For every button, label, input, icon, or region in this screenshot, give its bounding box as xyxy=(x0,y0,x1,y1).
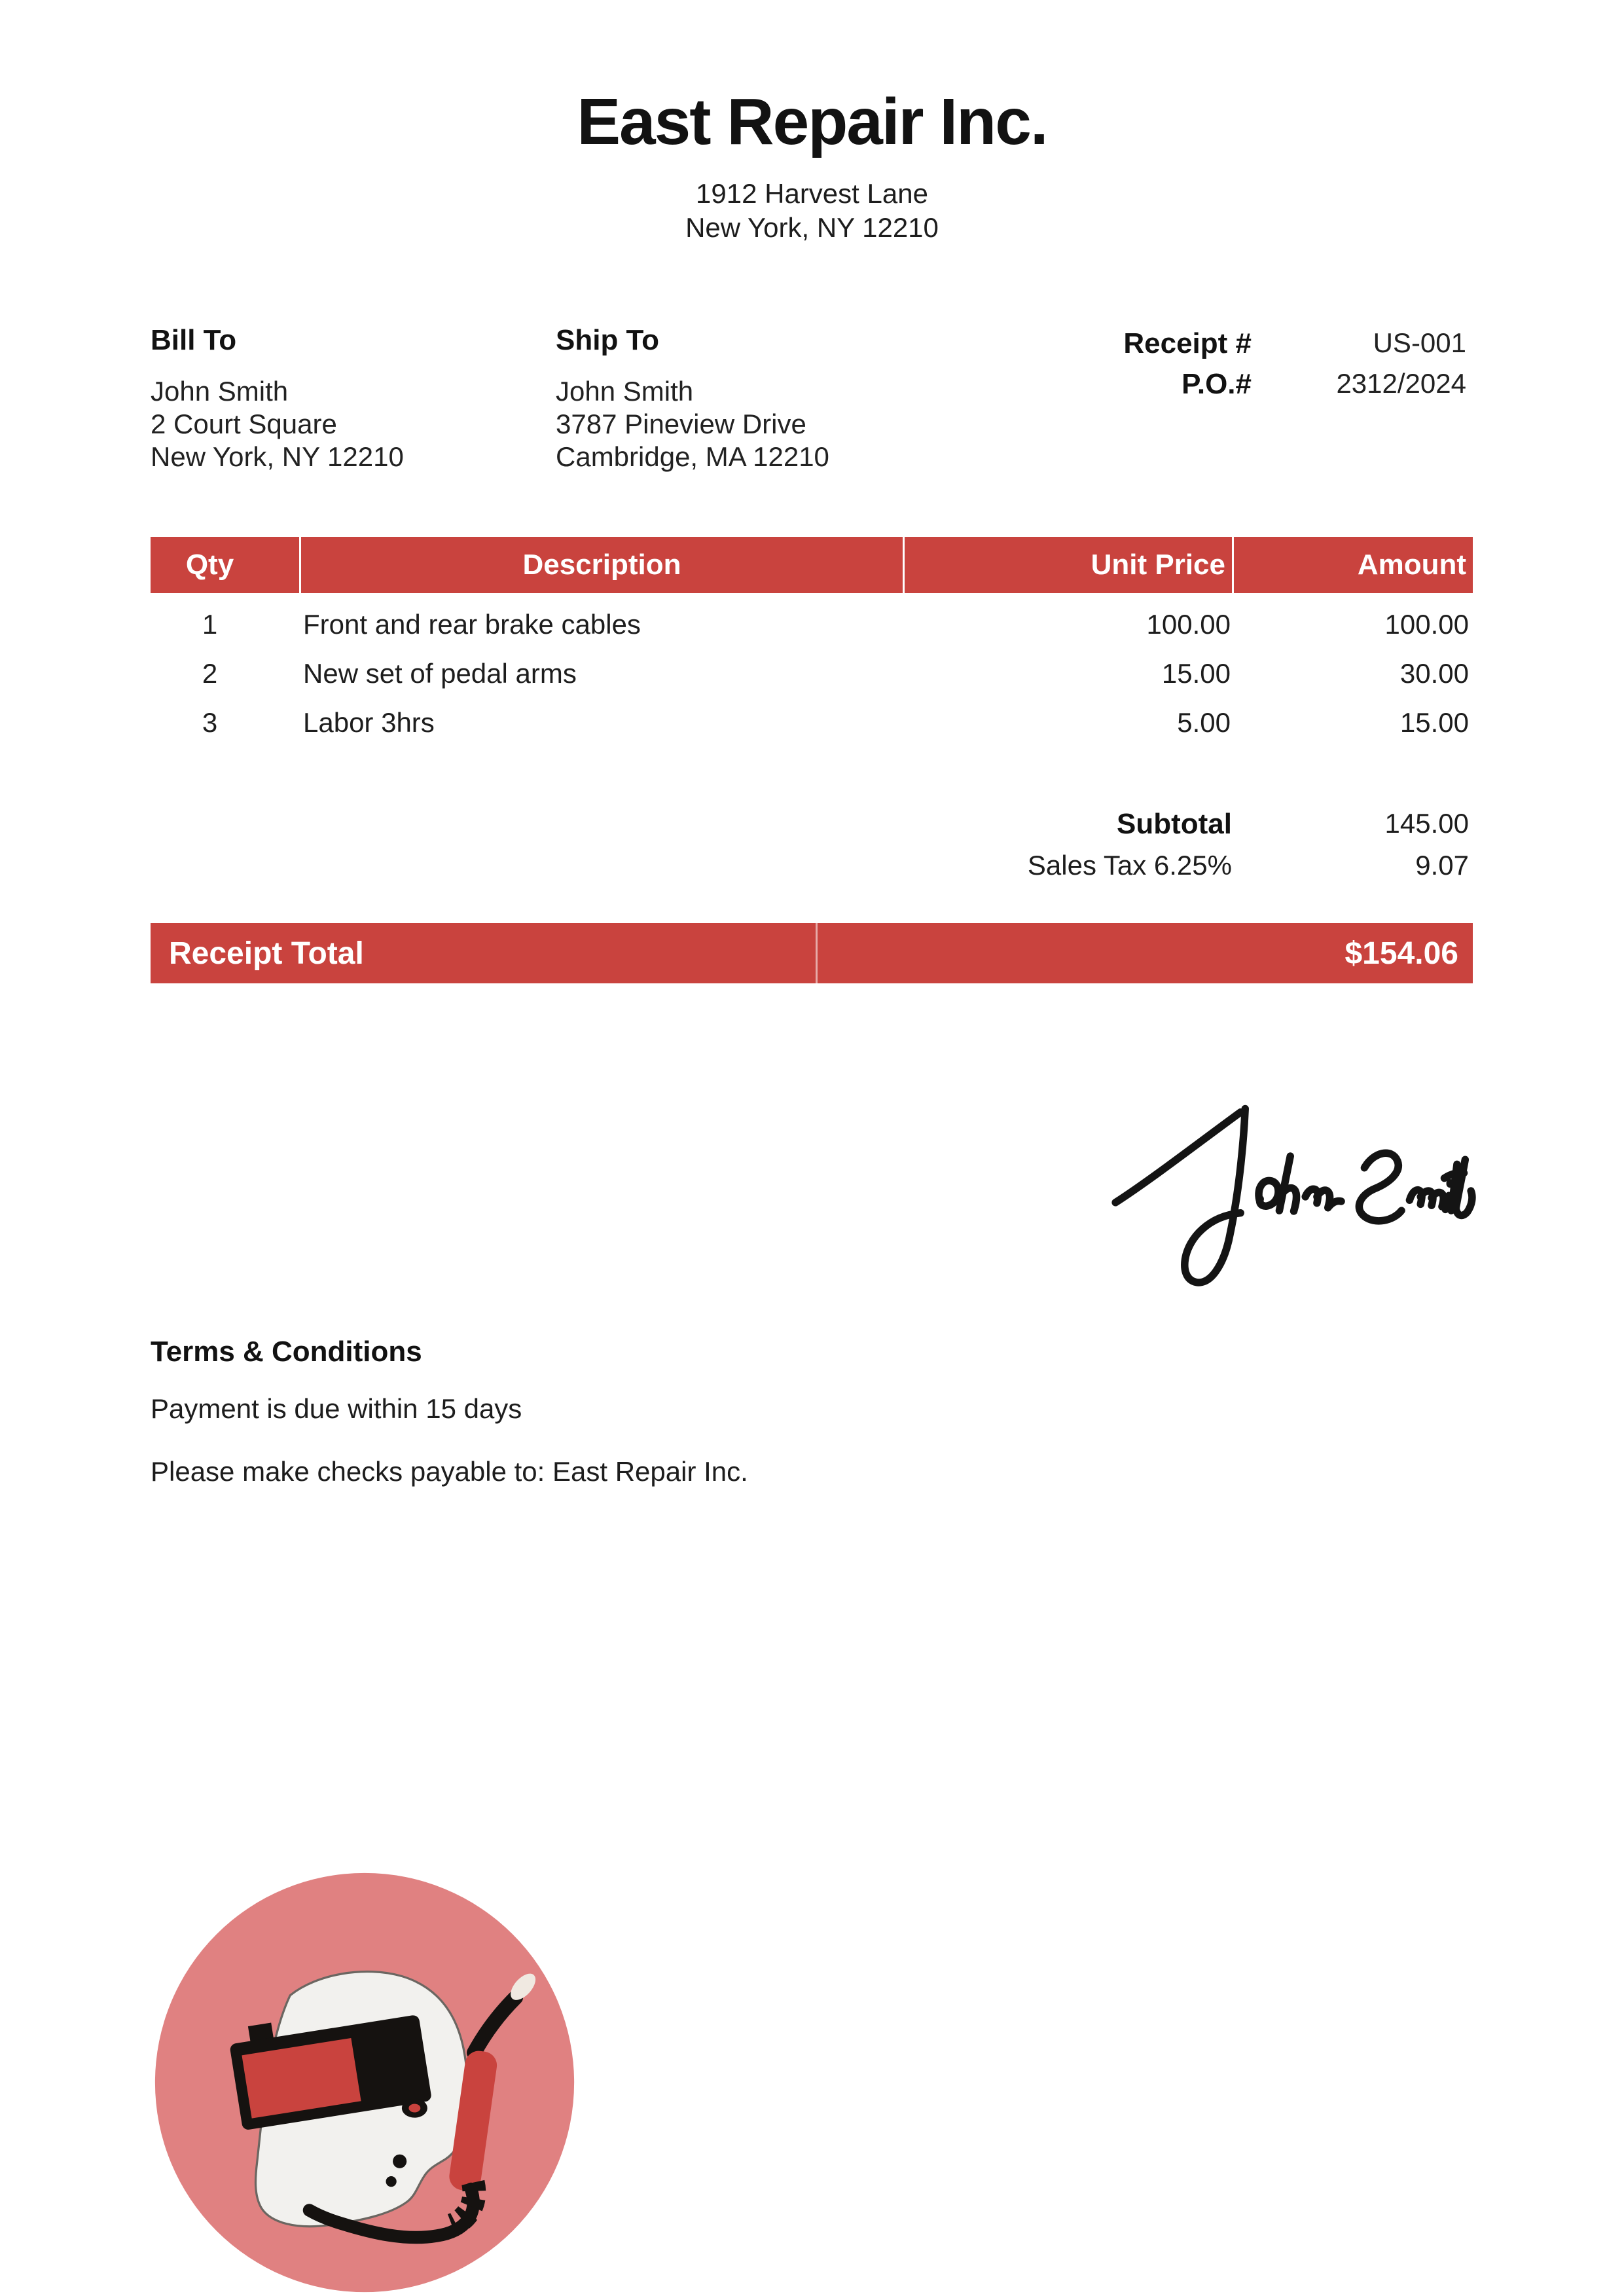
table-header-row xyxy=(151,537,1473,593)
po-number-row xyxy=(982,368,1466,409)
subtotal-row xyxy=(151,808,1473,850)
receipt-number-value: US-001 xyxy=(1373,327,1466,358)
terms-line-payment: Payment is due within 15 days xyxy=(151,1393,522,1424)
table-row xyxy=(151,658,1473,707)
row-amount: 30.00 xyxy=(1399,658,1469,689)
signature-stroke xyxy=(1259,1180,1278,1206)
table-row xyxy=(151,609,1473,658)
welding-helmet-logo-icon xyxy=(152,1870,577,2295)
description-column-header: Description xyxy=(299,537,903,593)
qty-column-header: Qty xyxy=(185,549,234,581)
row-unit-price: 15.00 xyxy=(1161,658,1231,689)
ship-to-city: Cambridge, MA 12210 xyxy=(556,441,829,472)
signature-stroke xyxy=(1305,1189,1341,1208)
row-description: Front and rear brake cables xyxy=(303,609,641,640)
table-body xyxy=(151,593,1473,756)
amount-column-header: Amount xyxy=(1232,537,1473,593)
bill-to-name: John Smith xyxy=(151,376,289,407)
row-qty: 3 xyxy=(202,707,218,738)
subtotal-value: 145.00 xyxy=(1384,808,1469,839)
receipt-total-bar xyxy=(151,923,1473,983)
row-qty: 1 xyxy=(202,609,218,640)
ship-to-section xyxy=(556,325,829,473)
row-amount: 15.00 xyxy=(1399,707,1469,738)
row-qty: 2 xyxy=(202,658,218,689)
signature-image xyxy=(1106,1077,1477,1296)
sales-tax-value: 9.07 xyxy=(1415,850,1469,881)
signature-stroke xyxy=(1115,1112,1240,1203)
receipt-total-value: $154.06 xyxy=(816,923,1473,983)
terms-line-checks: Please make checks payable to: East Repair Inc. xyxy=(151,1456,748,1487)
signature-stroke xyxy=(1279,1156,1296,1211)
bill-to-street: 2 Court Square xyxy=(151,409,337,439)
receipt-number-row xyxy=(982,327,1466,368)
helmet-rivet xyxy=(386,2176,397,2187)
line-items-table xyxy=(151,537,1473,756)
ship-to-name: John Smith xyxy=(556,376,694,407)
unit-price-column-header: Unit Price xyxy=(903,537,1232,593)
row-amount: 100.00 xyxy=(1384,609,1469,640)
terms-heading: Terms & Conditions xyxy=(151,1336,422,1368)
company-address-line1: 1912 Harvest Lane xyxy=(696,178,928,209)
helmet-rivet xyxy=(393,2155,406,2168)
po-number-label: P.O.# xyxy=(1182,368,1252,400)
bill-to-city: New York, NY 12210 xyxy=(151,441,404,472)
sales-tax-label: Sales Tax 6.25% xyxy=(1027,850,1232,881)
helmet-hinge-center xyxy=(408,2104,420,2113)
receipt-number-label: Receipt # xyxy=(1123,327,1252,359)
po-number-value: 2312/2024 xyxy=(1336,368,1466,399)
signature-stroke xyxy=(1359,1153,1401,1221)
bill-to-heading: Bill To xyxy=(151,324,237,356)
ship-to-street: 3787 Pineview Drive xyxy=(556,409,806,439)
table-row xyxy=(151,707,1473,756)
receipt-meta-section xyxy=(982,327,1466,409)
row-description: Labor 3hrs xyxy=(303,707,435,738)
receipt-total-label: Receipt Total xyxy=(169,936,364,971)
company-address-line2: New York, NY 12210 xyxy=(685,212,939,243)
signature-stroke xyxy=(1409,1190,1443,1207)
bill-to-section xyxy=(151,325,404,473)
row-description: New set of pedal arms xyxy=(303,658,577,689)
row-unit-price: 100.00 xyxy=(1146,609,1231,640)
totals-section xyxy=(151,808,1473,892)
subtotal-label: Subtotal xyxy=(1117,808,1232,840)
sales-tax-row xyxy=(151,850,1473,892)
ship-to-heading: Ship To xyxy=(556,324,660,356)
row-unit-price: 5.00 xyxy=(1177,707,1231,738)
company-name: East Repair Inc. xyxy=(577,85,1047,158)
